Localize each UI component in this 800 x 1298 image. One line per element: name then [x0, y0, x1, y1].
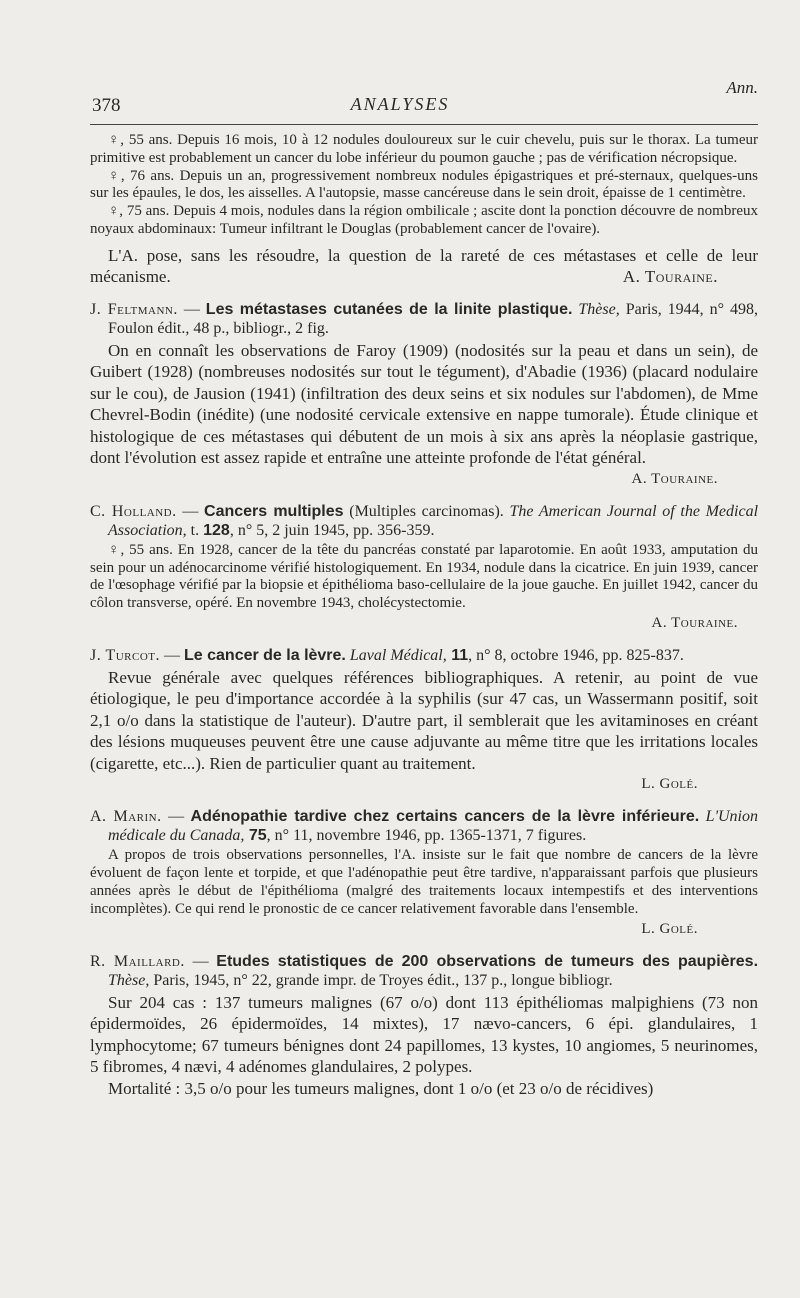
case-paragraph: ♀, 55 ans. Depuis 16 mois, 10 à 12 nodules douloureux sur le cuir chevelu, puis sur le thorax. La tumeur primitive est probablement un cancer du lobe inférieur du poumon gauche ; pas de vérification nécropsique.: [90, 132, 758, 166]
reviewer-signature: L. Golé.: [641, 776, 698, 793]
entry-volume: 128: [203, 521, 230, 539]
entry-reference: , n° 8, octobre 1946, pp. 825-837.: [468, 646, 684, 664]
entry-author: A. Marin.: [90, 808, 162, 826]
entry-paragraph: Sur 204 cas : 137 tumeurs malignes (67 o/o) dont 113 épithéliomas malpighiens (73 non épidermoïdes, 26 épidermoïdes, 14 mixtes), 17 nævo-cancers, 6 épi. glandulaires, 1 lymphocytome; 67 tumeurs bénignes dont 24 papillomes, 13 kystes, 10 angiomes, 5 neurinomes, 5 fibromes, 4 nævi, 4 adénomes glandulaires, 2 polypes.: [90, 992, 758, 1077]
entry-heading: [90, 646, 758, 665]
summary-paragraph: [90, 245, 758, 288]
article-body: [90, 132, 758, 1111]
entry-volume: 75: [244, 827, 267, 845]
entry-reference: t.: [186, 521, 204, 539]
entry-journal: L'Union médicale du Canada,: [108, 808, 759, 845]
heading-dash: —: [176, 502, 205, 520]
header-rule: [90, 124, 758, 125]
entry-author: C. Holland.: [90, 502, 177, 520]
entry-heading: [90, 952, 758, 990]
entry-reference: , n° 5, 2 juin 1945, pp. 356-359.: [229, 521, 435, 539]
entry-feltmann: [90, 300, 758, 490]
case-paragraph: ♀, 76 ans. Depuis un an, progressivement nombreux nodules épigastriques et pré-sternaux, quelques-uns sur les épaules, le dos, les aisselles. A l'autopsie, masse cancéreuse dans le sein droit, épaisse de 1 centimètre.: [90, 167, 758, 202]
entry-author: R. Maillard.: [90, 952, 185, 970]
heading-dash: —: [177, 300, 206, 318]
entry-paragraph: Revue générale avec quelques références bibliographiques. A retenir, au point de vue étiologique, le peu d'importance accordée à la syphilis (sur 47 cas, un Wassermann positif, soit 2,1 o/o dans la statistique de l'auteur). D'autre part, il semblerait que les avitaminoses en créant des lésions muqueuses peuvent être une cause adjuvante au même titre que les irritations locales (cigarette, etc...). Rien de particulier quant au traitement.: [90, 667, 758, 773]
entry-heading: [90, 502, 758, 540]
entry-reference: Paris, 1945, n° 22, grande impr. de Troyes édit., 137 p., longue bibliogr.: [149, 971, 613, 989]
heading-dash: —: [161, 808, 191, 826]
heading-dash: —: [160, 646, 184, 664]
case-paragraph: ♀, 75 ans. Depuis 4 mois, nodules dans la région ombilicale ; ascite dont la ponction découvre de nombreux noyaux abdominaux: Tumeur infiltrant le Douglas (probablement cancer de l'ovaire).: [90, 203, 758, 237]
entry-reference: (Multiples carcinomas).: [343, 502, 510, 520]
entry-continued: [90, 132, 758, 288]
entry-author: J. Feltmann.: [90, 300, 178, 318]
entry-title: Le cancer de la lèvre.: [184, 646, 346, 664]
entry-ref-italic: Thèse,: [572, 300, 620, 318]
entry-paragraph: A propos de trois observations personnelles, l'A. insiste sur le fait que nombre de cancers de la lèvre évoluent de façon lente et torpide, et que l'adénopathie peut être tardive, n'apparaissant parfois que plusieurs années après le début de l'épithélioma (malgré des traitements locaux intempestifs et des interventions incomplètes). Ce qui rend le pronostic de ce cancer relativement favorable dans l'ensemble.: [90, 847, 758, 917]
entry-journal: Laval Médical,: [345, 646, 447, 664]
heading-dash: —: [184, 952, 217, 970]
reviewer-signature: L. Golé.: [641, 920, 698, 937]
entry-reference: Paris, 1944, n° 498, Foulon édit., 48 p., bibliogr., 2 fig.: [108, 300, 758, 337]
entry-heading: [90, 300, 758, 338]
running-corner: Ann.: [726, 78, 758, 97]
entry-paragraph: ♀, 55 ans. En 1928, cancer de la tête du pancréas constaté par laparotomie. En août 1933, amputation du sein pour un adénocarcinome vérifié histologiquement. En 1934, nodule dans la cicatrice. En juin 1939, cancer de l'œsophage vérifié par la biopsie et épithélioma baso-cellulaire de la joue gauche. En juillet 1942, cancer du côlon transverse, opéré. En novembre 1943, cholécystectomie.: [90, 541, 758, 612]
entry-heading: [90, 807, 758, 845]
reviewer-signature: A. Touraine.: [622, 267, 718, 287]
entry-turcot: [90, 646, 758, 796]
entry-title: Adénopathie tardive chez certains cancers de la lèvre inférieure.: [190, 808, 700, 826]
entry-title: Etudes statistiques de 200 observations de tumeurs des paupières.: [216, 952, 759, 970]
entry-reference: , n° 11, novembre 1946, pp. 1365-1371, 7 figures.: [266, 827, 587, 845]
entry-ref-italic: Thèse,: [108, 971, 150, 989]
entry-title: Les métastases cutanées de la linite plastique.: [205, 300, 573, 318]
entry-paragraph: Mortalité : 3,5 o/o pour les tumeurs malignes, dont 1 o/o (et 23 o/o de récidives): [108, 1078, 654, 1098]
page-number: 378: [92, 95, 121, 116]
entry-maillard: [90, 952, 758, 1100]
entry-journal: The American Journal of the Medical Association,: [108, 502, 759, 539]
reviewer-signature: A. Touraine.: [651, 614, 738, 631]
entry-paragraph: On en connaît les observations de Faroy (1909) (nodosités sur la peau et dans un sein), de Guibert (1928) (nombreuses nodosités sur tout le tégument), d'Abadie (1936) (placard nodulaire sur le cou), de Jausion (1941) (infiltration des deux seins et six nodules sur l'abdomen), de Mme Chevrel-Bodin (inédite) (une nodosité cervicale extensive en nappe tumorale). Étude clinique et histologique de ces métastases qui débutent de un mois à six ans après la néoplasie gastrique, dont l'évolution est assez rapide et entraîne une atteinte profonde de l'état général.: [90, 340, 758, 468]
entry-marin: [90, 807, 758, 939]
entry-author: J. Turcot.: [90, 646, 160, 664]
summary-text: L'A. pose, sans les résoudre, la question de la rareté de ces métastases et celle de leur mécanisme.: [90, 245, 758, 287]
entry-volume: 11: [446, 646, 469, 664]
entry-title: Cancers multiples: [204, 502, 344, 520]
reviewer-signature: A. Touraine.: [631, 470, 718, 487]
running-title: ANALYSES: [350, 94, 450, 114]
entry-holland: [90, 502, 758, 634]
